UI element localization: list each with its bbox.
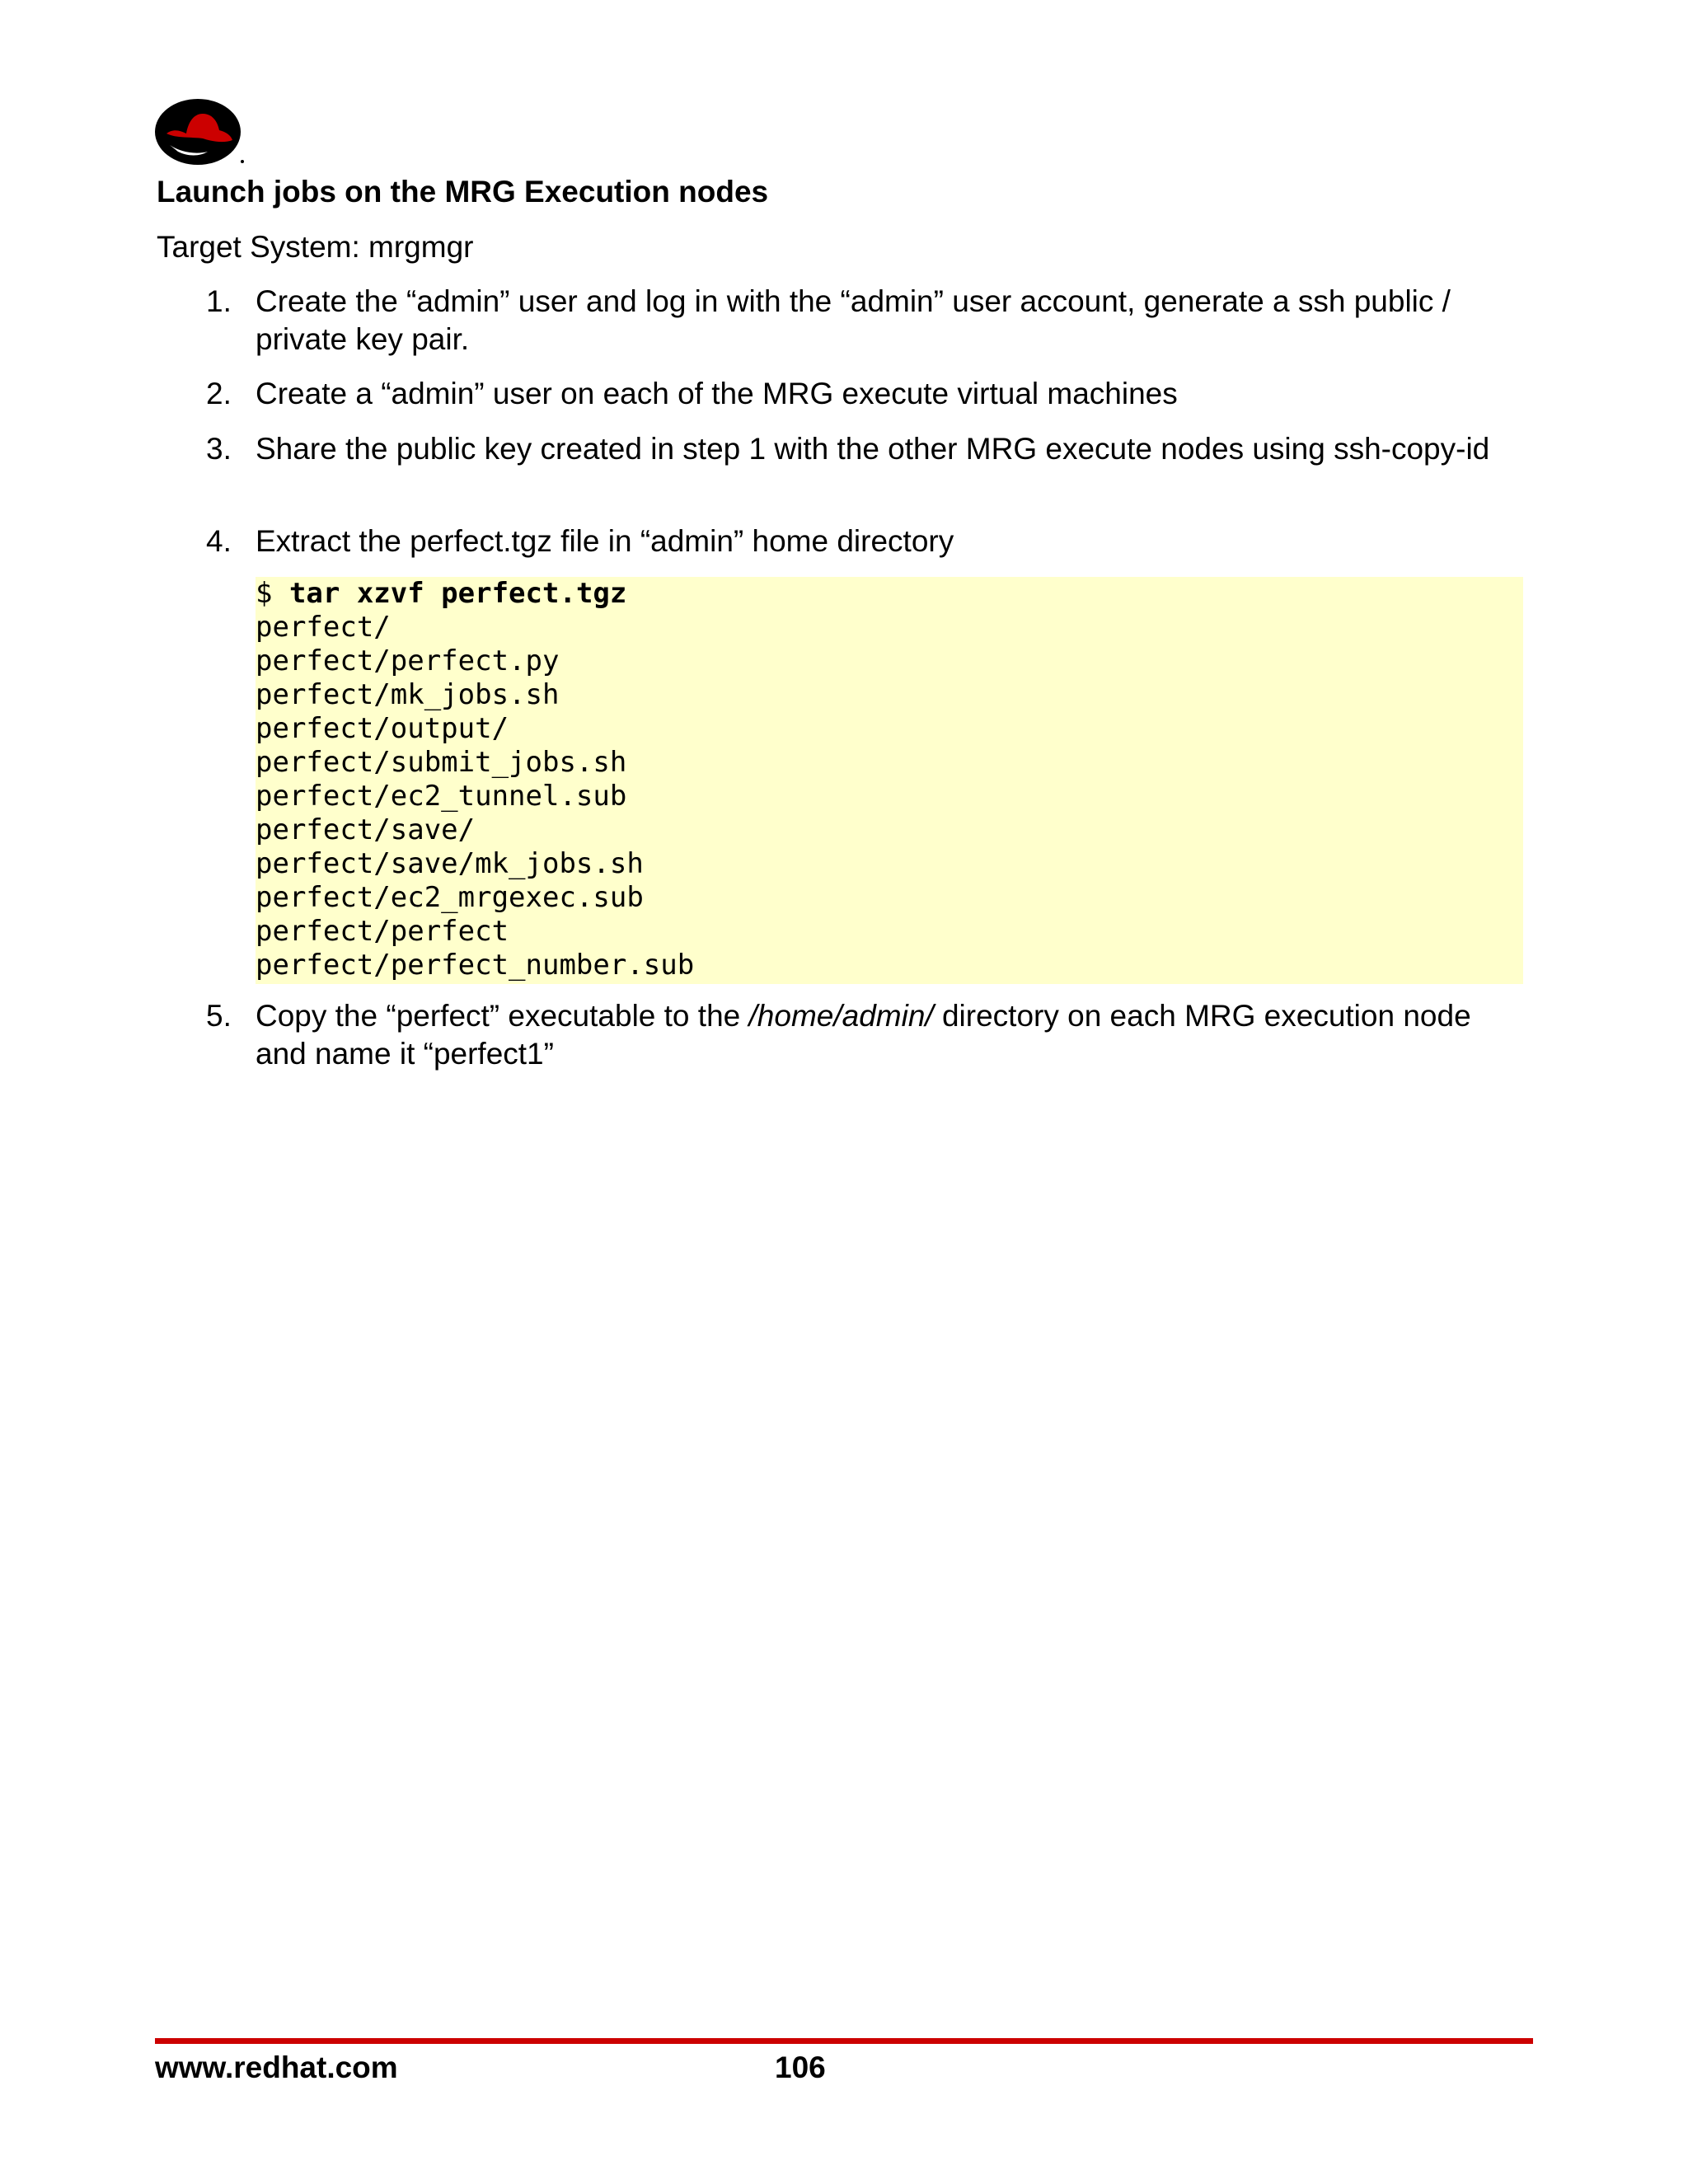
- code-output-line: perfect/output/: [256, 712, 509, 745]
- page-number: 106: [775, 2050, 826, 2084]
- code-output-line: perfect/ec2_tunnel.sub: [256, 780, 627, 813]
- redhat-logo-icon: [155, 97, 247, 166]
- code-prompt: $: [256, 577, 289, 610]
- list-number: 5.: [206, 999, 232, 1033]
- list-number: 1.: [206, 284, 232, 318]
- code-output-line: perfect/mk_jobs.sh: [256, 678, 560, 711]
- list-text-part: Copy the “perfect” executable to the: [256, 999, 749, 1033]
- code-block: [256, 577, 1523, 984]
- list-text-part: directory on each MRG execution node and name it “perfect1”: [256, 999, 1471, 1071]
- code-output-line: perfect/ec2_mrgexec.sub: [256, 881, 644, 914]
- footer-divider: [155, 2038, 1533, 2044]
- code-output-line: perfect/: [256, 611, 391, 644]
- code-output-line: perfect/save/: [256, 813, 476, 846]
- code-output-line: perfect/perfect: [256, 915, 509, 948]
- list-text: Create a “admin” user on each of the MRG execute virtual machines: [256, 377, 1178, 410]
- list-text: Share the public key created in step 1 with the other MRG execute nodes using ssh-copy-id: [256, 432, 1490, 466]
- code-output-line: perfect/perfect.py: [256, 644, 560, 677]
- list-number: 2.: [206, 377, 232, 410]
- footer-url[interactable]: www.redhat.com: [155, 2050, 398, 2084]
- list-number: 3.: [206, 432, 232, 466]
- path-text: /home/admin/: [748, 999, 934, 1033]
- target-system: Target System: mrgmgr: [157, 230, 474, 264]
- code-output-line: perfect/perfect_number.sub: [256, 949, 695, 982]
- list-text: [256, 997, 1525, 1073]
- code-command: tar xzvf perfect.tgz: [288, 577, 627, 610]
- code-output-line: perfect/submit_jobs.sh: [256, 746, 627, 779]
- code-command-line: [256, 577, 1523, 611]
- section-heading: Launch jobs on the MRG Execution nodes: [157, 175, 769, 209]
- list-text: Create the “admin” user and log in with the “admin” user account, generate a ssh public / private key pair.: [256, 284, 1451, 356]
- list-number: 4.: [206, 524, 232, 558]
- list-text: Extract the perfect.tgz file in “admin” home directory: [256, 524, 954, 558]
- code-output-line: perfect/save/mk_jobs.sh: [256, 847, 644, 880]
